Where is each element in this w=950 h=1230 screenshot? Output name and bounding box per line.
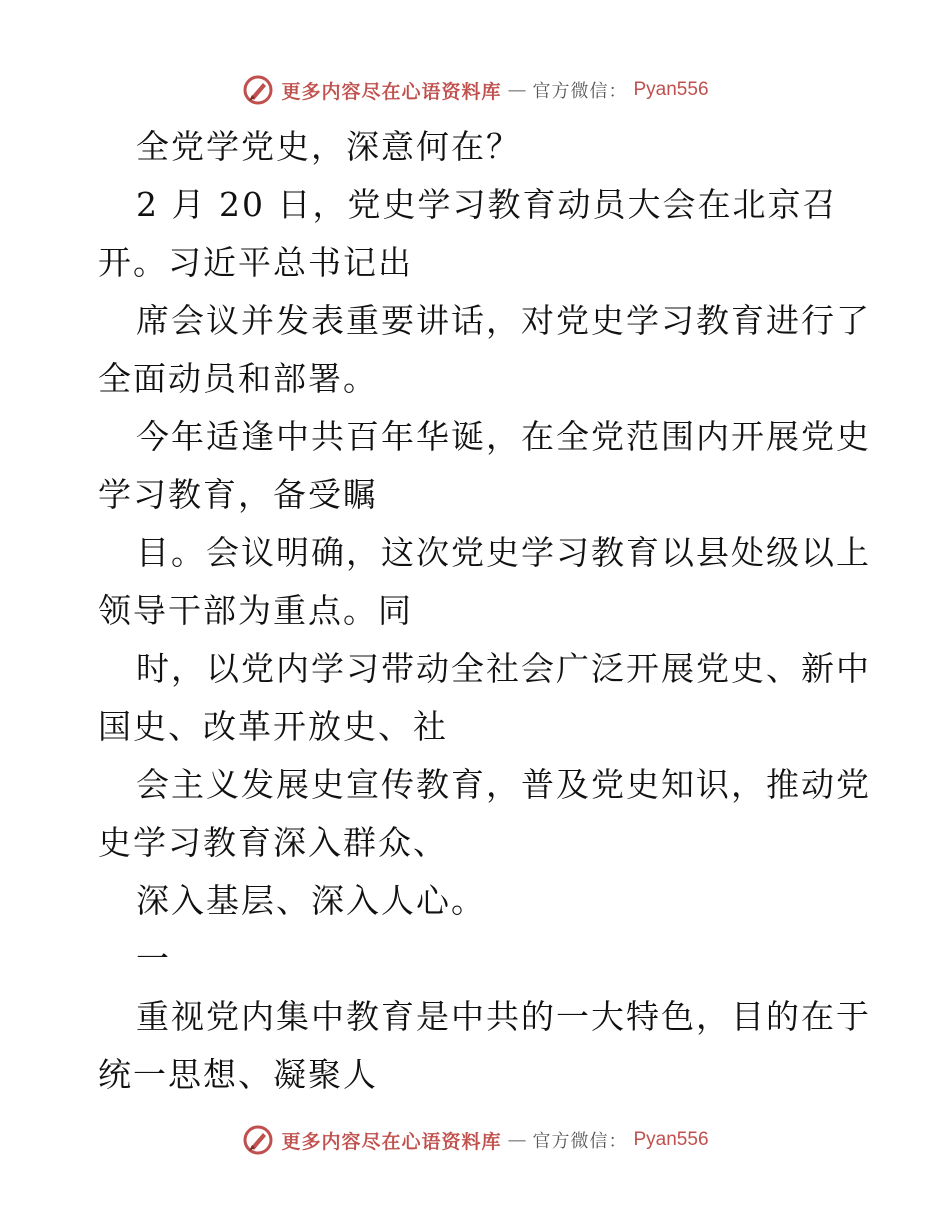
text-line: 国史、改革开放史、社 — [98, 707, 448, 746]
text-line: 席会议并发表重要讲话，对党史学习教育进行了 — [136, 301, 871, 340]
text-line: 深入基层、深入人心。 — [136, 881, 486, 920]
watermark-wechat-id: Pyan556 — [633, 79, 709, 100]
footer-watermark — [0, 1120, 950, 1160]
text-line: 统一思想、凝聚人 — [98, 1055, 378, 1094]
text-line: 全党学党史，深意何在？ — [136, 127, 521, 166]
text-line: 时，以党内学习带动全社会广泛开展党史、新中 — [136, 649, 871, 688]
watermark-dash: — — [507, 79, 527, 101]
watermark-dash: — — [507, 1129, 527, 1151]
text-line: 史学习教育深入群众、 — [98, 823, 448, 862]
watermark-wechat-label: 官方微信： — [532, 81, 628, 102]
text-line: 学习教育，备受瞩 — [98, 475, 378, 514]
header-watermark — [0, 70, 950, 110]
text-line: 开。习近平总书记出 — [98, 243, 413, 282]
body-text — [98, 118, 871, 1104]
pen-seal-icon — [241, 1123, 275, 1157]
text-line: 一 — [136, 939, 171, 978]
text-line: 领导干部为重点。同 — [98, 591, 413, 630]
text-line: 今年适逢中共百年华诞，在全党范围内开展党史 — [136, 417, 871, 456]
watermark-brand: 更多内容尽在心语资料库 — [281, 1130, 502, 1153]
watermark-wechat-label: 官方微信： — [532, 1131, 628, 1152]
pen-seal-icon — [241, 73, 275, 107]
watermark-wechat-id: Pyan556 — [633, 1129, 709, 1150]
watermark-brand: 更多内容尽在心语资料库 — [281, 80, 502, 103]
text-line: 2 月 20 日，党史学习教育动员大会在北京召 — [136, 185, 838, 224]
text-line: 目。会议明确，这次党史学习教育以县处级以上 — [136, 533, 871, 572]
text-line: 重视党内集中教育是中共的一大特色，目的在于 — [136, 997, 871, 1036]
text-line: 会主义发展史宣传教育，普及党史知识，推动党 — [136, 765, 871, 804]
text-line: 全面动员和部署。 — [98, 359, 378, 398]
